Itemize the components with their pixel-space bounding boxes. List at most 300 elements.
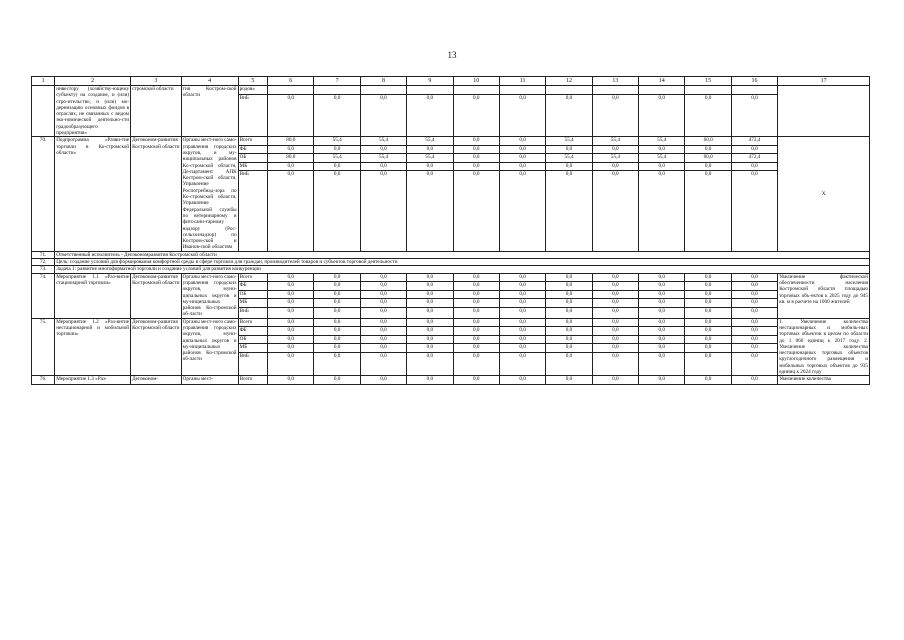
amount-value: 0,0	[519, 307, 526, 314]
funding-source: МБ	[239, 344, 268, 353]
amount-value: 0,0	[704, 94, 712, 101]
amount-value: 0,0	[751, 376, 758, 383]
year-value-cell	[314, 86, 360, 137]
amount-value	[685, 86, 730, 94]
amount-value: 0,0	[685, 299, 730, 308]
amount-value: 0,0	[380, 352, 387, 359]
amount-value: 0,0	[612, 352, 619, 359]
amount-value: 0,0	[500, 299, 545, 308]
amount-value: 0,0	[314, 145, 359, 154]
amount-value: 0,0	[593, 299, 638, 308]
amount-value: 0,0	[454, 162, 499, 171]
expected-result	[778, 86, 870, 137]
amount-value: 0,0	[454, 154, 499, 163]
amount-value: 472,4	[732, 154, 777, 163]
amount-value: 0,0	[361, 274, 406, 282]
co-executors: Органы мест-	[181, 376, 238, 385]
amount-value: 0,0	[658, 376, 665, 383]
amount-value: 0,0	[546, 274, 591, 282]
year-value-cell	[592, 86, 638, 137]
amount-value: 0,0	[380, 307, 387, 314]
year-value-cell	[499, 376, 545, 385]
page-number: 13	[447, 50, 457, 60]
responsible-executor: Депэконом-развития Костромской области	[131, 318, 182, 376]
amount-value: 0,0	[314, 290, 359, 299]
row-number: 73.	[32, 266, 55, 273]
amount-value: 0,0	[546, 327, 591, 336]
year-value-cell	[592, 137, 638, 251]
amount-value: 0,0	[639, 274, 684, 282]
year-value-cell	[592, 273, 638, 318]
year-value-cell	[499, 318, 545, 376]
amount-value: 0,0	[593, 344, 638, 353]
year-value-cell	[685, 86, 731, 137]
amount-value: 0,0	[519, 352, 526, 359]
expected-result: 1. Увеличение количества нестационарных и мобиль-ных торговых объектов в целом по области до 1 060 единиц к 2017 году. 2. Увеличение количества нестационарных торговых объектов круглогодичного размещения и мобильных торговых объектов до 935 единиц к 2024 году	[779, 318, 868, 376]
row-number	[32, 86, 55, 137]
amount-value: 0,0	[407, 290, 452, 299]
measure-name: Подпрограмма «Разви-тие торговли в Ко-стромской области»	[55, 137, 131, 251]
column-header: 1	[32, 77, 55, 86]
amount-value: 0,0	[361, 327, 406, 336]
amount-value: 60,0	[685, 154, 730, 163]
amount-value: 0,0	[685, 162, 730, 171]
amount-value: 0,0	[426, 376, 434, 383]
table-row	[32, 273, 870, 318]
amount-value: 0,0	[612, 307, 619, 314]
amount-value: 0,0	[454, 282, 499, 291]
amount-value: 0,0	[732, 145, 777, 154]
amount-value: 0,0	[639, 319, 684, 327]
amount-value: 0,0	[704, 352, 712, 359]
amount-value: 0,0	[751, 307, 758, 314]
amount-value: 0,0	[500, 162, 545, 171]
year-value-cell	[685, 273, 731, 318]
program-table	[31, 76, 870, 385]
amount-value	[361, 86, 406, 94]
column-header: 17	[778, 77, 870, 86]
amount-value: 0,0	[268, 145, 313, 154]
amount-value: 0,0	[380, 376, 387, 383]
amount-value: 0,0	[454, 137, 499, 145]
year-value-cell	[268, 273, 314, 318]
funding-source-cell	[238, 86, 268, 137]
amount-value: 0,0	[732, 162, 777, 171]
amount-value: 0,0	[704, 307, 712, 314]
amount-value	[454, 86, 499, 94]
year-value-cell	[546, 137, 592, 251]
amount-value: 0,0	[751, 94, 758, 101]
year-value-cell	[314, 318, 360, 376]
amount-value: 0,0	[593, 282, 638, 291]
amount-value: 0,0	[593, 335, 638, 344]
row-number: 75.	[32, 318, 55, 376]
expected-result: Увеличение количества	[778, 376, 870, 385]
funding-source: ОБ	[239, 335, 268, 344]
table-row	[32, 376, 870, 385]
expected-result: Х	[778, 137, 870, 251]
amount-value: 0,0	[473, 171, 480, 178]
year-value-cell	[546, 86, 592, 137]
amount-value: 0,0	[380, 94, 387, 101]
amount-value: 0,0	[639, 335, 684, 344]
year-value-cell	[592, 318, 638, 376]
amount-value: 0,0	[268, 327, 313, 336]
amount-value: 0,0	[361, 145, 406, 154]
co-executors: Органы мест-ного само-управления городских округов, муни-ципальных округов и му-ниципальных районов Ко-стромской об-ласти	[181, 318, 238, 376]
amount-value: 0,0	[314, 335, 359, 344]
column-header: 10	[453, 77, 499, 86]
amount-value: 0,0	[287, 307, 294, 314]
amount-value: 0,0	[500, 290, 545, 299]
column-header: 5	[238, 77, 268, 86]
amount-value: 0,0	[639, 282, 684, 291]
year-value-cell	[360, 137, 406, 251]
section-text: Ответственный исполнитель - Депэкономразвития Костромской области	[55, 251, 870, 258]
amount-value: 0,0	[426, 352, 434, 359]
column-header: 16	[731, 77, 777, 86]
amount-value: 0,0	[361, 299, 406, 308]
year-value-cell	[407, 318, 453, 376]
amount-value: 0,0	[407, 274, 452, 282]
section-row	[32, 266, 870, 273]
amount-value: 0,0	[454, 327, 499, 336]
amount-value: 0,0	[454, 344, 499, 353]
amount-value: 0,0	[454, 319, 499, 327]
funding-source: Всего	[239, 376, 253, 383]
section-row	[32, 251, 870, 258]
funding-source: ВнБ	[239, 307, 249, 314]
amount-value	[593, 86, 638, 94]
year-value-cell	[639, 273, 685, 318]
amount-value: 55,4	[407, 154, 452, 163]
amount-value	[268, 86, 313, 94]
amount-value: 0,0	[333, 94, 341, 101]
year-value-cell	[639, 86, 685, 137]
amount-value: 0,0	[407, 335, 452, 344]
section-row	[32, 259, 870, 266]
amount-value: 0,0	[268, 319, 313, 327]
amount-value: 0,0	[546, 335, 591, 344]
amount-value: 0,0	[639, 327, 684, 336]
amount-value: 0,0	[314, 282, 359, 291]
amount-value: 0,0	[639, 344, 684, 353]
co-executors: Органы мест-ного само-управления городских округов, муни-ципальных округов и му-ниципальных районов Ко-стромской об-ласти	[182, 273, 237, 318]
amount-value: 0,0	[454, 290, 499, 299]
amount-value: 0,0	[407, 299, 452, 308]
column-header: 11	[499, 77, 545, 86]
header-row	[32, 77, 870, 86]
amount-value: 0,0	[751, 352, 758, 359]
amount-value: 0,0	[407, 319, 452, 327]
amount-value: 0,0	[407, 327, 452, 336]
amount-value: 0,0	[426, 94, 434, 101]
funding-source: ВнБ	[239, 94, 249, 101]
amount-value: 0,0	[639, 290, 684, 299]
amount-value: 55,4	[546, 154, 591, 163]
year-value-cell	[685, 376, 731, 385]
amount-value: 0,0	[500, 145, 545, 154]
amount-value: 0,0	[407, 282, 452, 291]
measure-name: Мероприятие 1.3 «Раз-	[55, 376, 131, 385]
amount-value: 0,0	[268, 335, 313, 344]
amount-value: 0,0	[454, 274, 499, 282]
row-number: 72.	[32, 259, 55, 266]
amount-value: 0,0	[658, 352, 665, 359]
amount-value: 0,0	[732, 327, 777, 336]
amount-value: 0,0	[732, 274, 777, 282]
column-header: 7	[314, 77, 360, 86]
table-row	[32, 137, 870, 251]
column-header: 12	[546, 77, 592, 86]
amount-value: 0,0	[268, 282, 313, 291]
year-value-cell	[453, 137, 499, 251]
amount-value: 0,0	[426, 171, 434, 178]
amount-value: 0,0	[519, 376, 526, 383]
amount-value: 0,0	[639, 299, 684, 308]
year-value-cell	[731, 86, 777, 137]
amount-value: 0,0	[407, 145, 452, 154]
amount-value: 0,0	[380, 171, 387, 178]
amount-value: 0,0	[704, 376, 712, 383]
funding-source: родов»	[239, 86, 268, 94]
amount-value: 55,4	[314, 137, 359, 145]
year-value-cell	[407, 273, 453, 318]
amount-value: 0,0	[407, 162, 452, 171]
amount-value: 0,0	[500, 335, 545, 344]
year-value-cell	[731, 318, 777, 376]
amount-value: 0,0	[612, 376, 619, 383]
amount-value: 0,0	[407, 344, 452, 353]
amount-value: 0,0	[454, 335, 499, 344]
amount-value: 0,0	[704, 171, 712, 178]
amount-value: 0,0	[685, 274, 730, 282]
amount-value: 0,0	[500, 282, 545, 291]
amount-value: 0,0	[268, 344, 313, 353]
section-text: Задача 1: развитие многоформатной торговли и создание условий для развития конкуренции	[55, 266, 870, 273]
amount-value: 0,0	[314, 319, 359, 327]
funding-source-cell	[238, 273, 268, 318]
year-value-cell	[407, 376, 453, 385]
amount-value: 0,0	[314, 327, 359, 336]
amount-value: 55,4	[546, 137, 591, 145]
year-value-cell	[639, 318, 685, 376]
amount-value: 0,0	[314, 344, 359, 353]
year-value-cell	[639, 137, 685, 251]
amount-value: 0,0	[500, 319, 545, 327]
amount-value: 0,0	[333, 171, 341, 178]
column-header: 4	[181, 77, 238, 86]
amount-value: 0,0	[546, 319, 591, 327]
column-header: 2	[55, 77, 131, 86]
amount-value: 0,0	[593, 274, 638, 282]
amount-value: 0,0	[361, 290, 406, 299]
amount-value: 0,0	[612, 94, 619, 101]
amount-value: 0,0	[658, 171, 665, 178]
funding-source: ФБ	[239, 327, 268, 336]
amount-value: 0,0	[546, 290, 591, 299]
year-value-cell	[731, 137, 777, 251]
year-value-cell	[268, 137, 314, 251]
amount-value: 0,0	[732, 344, 777, 353]
funding-source-cell	[238, 376, 268, 385]
amount-value: 0,0	[333, 376, 341, 383]
amount-value: 0,0	[685, 282, 730, 291]
amount-value: 0,0	[287, 376, 294, 383]
amount-value: 0,0	[639, 145, 684, 154]
funding-source: ВнБ	[239, 352, 249, 359]
amount-value: 0,0	[287, 171, 294, 178]
funding-source: МБ	[239, 299, 268, 308]
column-header: 6	[268, 77, 314, 86]
year-value-cell	[453, 318, 499, 376]
amount-value: 0,0	[333, 352, 341, 359]
year-value-cell	[268, 376, 314, 385]
amount-value: 0,0	[287, 352, 294, 359]
responsible-executor: Депэконом-	[131, 376, 182, 385]
amount-value: 55,4	[639, 154, 684, 163]
amount-value	[500, 86, 545, 94]
funding-source-cell	[238, 137, 268, 251]
amount-value: 0,0	[361, 162, 406, 171]
amount-value: 0,0	[287, 94, 294, 101]
year-value-cell	[314, 376, 360, 385]
year-value-cell	[639, 376, 685, 385]
amount-value: 0,0	[565, 376, 573, 383]
amount-value: 55,4	[407, 137, 452, 145]
amount-value: 55,4	[639, 137, 684, 145]
amount-value: 80,0	[268, 137, 313, 145]
amount-value: 0,0	[685, 319, 730, 327]
amount-value	[639, 86, 684, 94]
amount-value: 0,0	[565, 307, 573, 314]
year-value-cell	[360, 86, 406, 137]
year-value-cell	[407, 86, 453, 137]
amount-value: 0,0	[685, 145, 730, 154]
amount-value: 0,0	[546, 344, 591, 353]
year-value-cell	[360, 273, 406, 318]
amount-value: 0,0	[454, 145, 499, 154]
amount-value: 55,4	[361, 154, 406, 163]
amount-value: 0,0	[473, 352, 480, 359]
amount-value: 0,0	[546, 299, 591, 308]
amount-value: 0,0	[268, 274, 313, 282]
expected-result: Увеличение фактической обеспеченности населения Костромской области площадью торговых объ-ектов к 2025 году до 945 кв. м в расчете на 1000 жителей	[778, 273, 870, 318]
funding-source: Всего	[239, 274, 268, 282]
amount-value: 0,0	[268, 162, 313, 171]
amount-value: 0,0	[473, 376, 480, 383]
row-number: 76.	[32, 376, 55, 385]
amount-value: 80,0	[268, 154, 313, 163]
year-value-cell	[499, 86, 545, 137]
funding-source: Всего	[239, 137, 268, 145]
year-value-cell	[453, 273, 499, 318]
amount-value: 55,4	[593, 137, 638, 145]
year-value-cell	[268, 86, 314, 137]
amount-value: 0,0	[565, 94, 573, 101]
amount-value	[732, 86, 777, 94]
amount-value: 0,0	[500, 344, 545, 353]
table-row	[32, 318, 870, 376]
row-number: 71.	[32, 251, 55, 258]
amount-value: 0,0	[732, 290, 777, 299]
amount-value: 0,0	[732, 319, 777, 327]
amount-value	[314, 86, 359, 94]
year-value-cell	[453, 86, 499, 137]
amount-value: 0,0	[658, 94, 665, 101]
amount-value: 0,0	[751, 171, 758, 178]
year-value-cell	[731, 273, 777, 318]
funding-source: Всего	[239, 319, 268, 327]
amount-value: 0,0	[361, 319, 406, 327]
year-value-cell	[499, 273, 545, 318]
amount-value: 0,0	[685, 327, 730, 336]
amount-value: 0,0	[268, 299, 313, 308]
amount-value: 0,0	[732, 335, 777, 344]
amount-value: 0,0	[593, 327, 638, 336]
row-number: 70.	[32, 137, 55, 251]
amount-value: 0,0	[473, 307, 480, 314]
amount-value: 55,4	[314, 154, 359, 163]
amount-value: 0,0	[685, 335, 730, 344]
measure-name: Мероприятие 1.2 «Раз-витие нестационарной и мобильной торговли»	[55, 318, 131, 376]
amount-value: 60,0	[685, 137, 730, 145]
amount-value: 0,0	[565, 352, 573, 359]
column-header: 14	[639, 77, 685, 86]
year-value-cell	[407, 137, 453, 251]
amount-value: 0,0	[593, 319, 638, 327]
amount-value: 0,0	[685, 344, 730, 353]
year-value-cell	[268, 318, 314, 376]
amount-value: 0,0	[732, 282, 777, 291]
amount-value: 0,0	[500, 137, 545, 145]
funding-source: МБ	[239, 162, 268, 171]
row-number: 74.	[32, 273, 55, 318]
funding-source: ОБ	[239, 154, 268, 163]
year-value-cell	[314, 137, 360, 251]
year-value-cell	[685, 137, 731, 251]
amount-value: 0,0	[500, 327, 545, 336]
amount-value: 0,0	[519, 171, 526, 178]
amount-value: 0,0	[519, 94, 526, 101]
amount-value: 0,0	[546, 145, 591, 154]
amount-value: 0,0	[361, 282, 406, 291]
amount-value: 0,0	[546, 162, 591, 171]
amount-value: 0,0	[685, 290, 730, 299]
year-value-cell	[546, 318, 592, 376]
year-value-cell	[546, 273, 592, 318]
year-value-cell	[453, 376, 499, 385]
co-executors: Органы мест-ного само-управления городских округов, и му-ниципальных районов Ко-стромской области, Де-партамент АПК Костром-ской области, Управление Роспотребнад-зора по Ко-стромской области, Управление Федеральной службы по ветеринарному и фитосани-тарному надзору (Рос-сельхознадзор) по Костром-ской и Иванов-ской областям	[182, 137, 237, 251]
year-value-cell	[685, 318, 731, 376]
amount-value: 0,0	[314, 299, 359, 308]
amount-value: 0,0	[473, 94, 480, 101]
year-value-cell	[592, 376, 638, 385]
amount-value: 0,0	[732, 299, 777, 308]
column-header: 8	[360, 77, 406, 86]
column-header: 3	[131, 77, 182, 86]
amount-value: 55,4	[593, 154, 638, 163]
funding-source: ФБ	[239, 145, 268, 154]
amount-value: 0,0	[593, 162, 638, 171]
amount-value: 0,0	[612, 171, 619, 178]
responsible-executor: стромской области	[131, 86, 182, 137]
co-executors: тия Костром-ской области	[181, 86, 238, 137]
year-value-cell	[360, 376, 406, 385]
amount-value: 0,0	[454, 299, 499, 308]
amount-value: 0,0	[268, 290, 313, 299]
amount-value: 0,0	[361, 344, 406, 353]
